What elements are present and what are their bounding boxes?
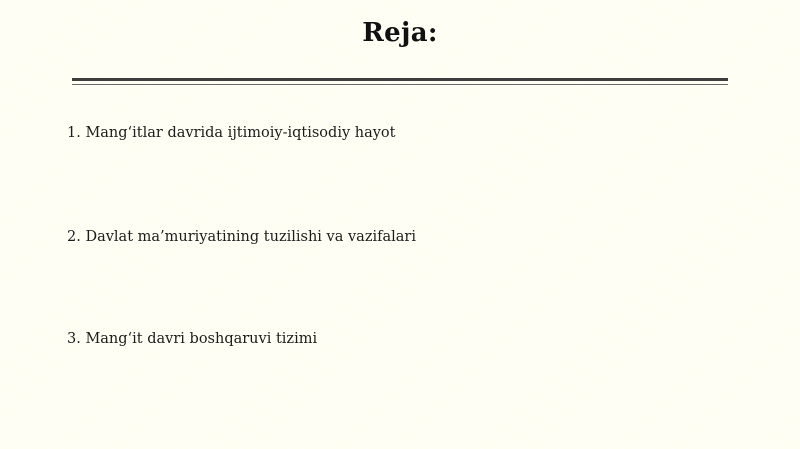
- title-divider-thick: [72, 78, 728, 81]
- plan-item-2: 2. Davlat ma’muriyatining tuzilishi va vazifalari: [67, 229, 416, 245]
- plan-item-1: 1. Mang‘itlar davrida ijtimoiy-iqtisodiy hayot: [67, 125, 396, 141]
- plan-item-3: 3. Mang‘it davri boshqaruvi tizimi: [67, 331, 318, 347]
- slide-title: Reja:: [362, 18, 438, 48]
- title-divider-thin: [72, 84, 728, 85]
